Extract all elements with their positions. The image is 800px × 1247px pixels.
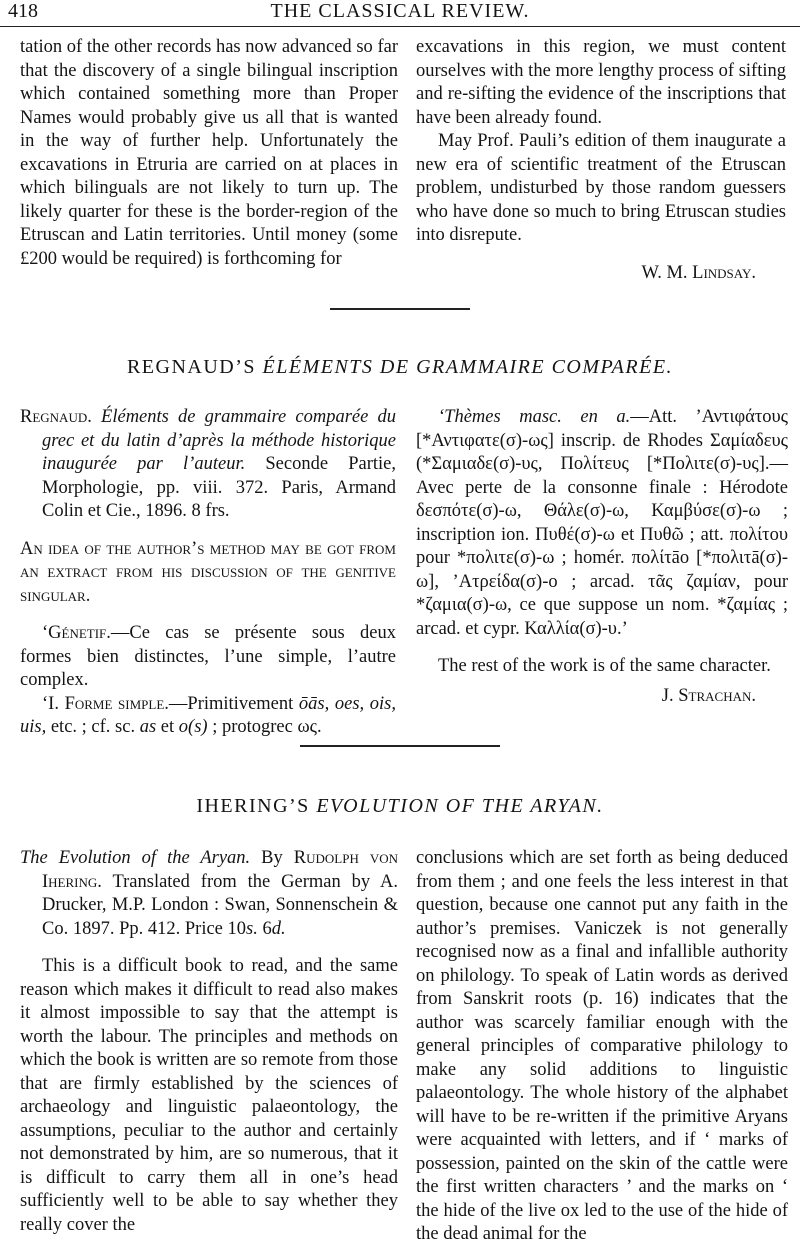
- review2-intro: An idea of the author’s method may be got from an extract from his discussion of the genitive singular.: [20, 538, 396, 606]
- review2-citation: Regnaud. Éléments de grammaire comparée du grec et du latin d’après la méthode historique inaugurée par l’auteur. Seconde Partie, Morphologie, pp. viii. 372. Paris, Armand Colin et Cie., 1896. 8 frs.: [20, 407, 397, 521]
- header-rule: [0, 26, 800, 27]
- review3-right-paragraph: conclusions which are set forth as being deduced from them ; and one feels the less interest in that question, because one cannot put any faith in the author’s premises. Vaniczek is not generally recognised now as a final and infallible authority on philology. To speak of Latin words as derived from Sanskrit roots (p. 16) indicates that the author was scarcely familiar enough with the general principles of comparative philology to make any solid additions to linguistic palaeontology. The whole history of the alphabet will have to be re-written if the primitive Aryans were acquainted with letters, and if ‘ marks of possession, painted on the skin of the cattle were the first written characters ’ and the marks on ‘ the hide of the live ox led to the use of the hide of the dead animal for the: [416, 848, 788, 1244]
- review1-left-column: [20, 36, 398, 271]
- review2-conclusion: The rest of the work is of the same character.: [438, 656, 771, 676]
- review2-signature: J. Strachan.: [661, 685, 756, 706]
- review2-quote-genitive: ‘Génetif.—Ce cas se présente sous deux formes bien distinctes, l’une simple, l’autre complex.: [20, 623, 396, 690]
- review3-left-column: [20, 847, 398, 1237]
- review1-right-paragraph-2: May Prof. Pauli’s edition of them inaugurate a new era of scientific treatment of the Etruscan problem, undisturbed by those random guessers who have done so much to bring Etruscan studies into disrepute.: [416, 131, 786, 245]
- review3-right-column: [416, 847, 788, 1247]
- review2-right-column: [416, 406, 788, 708]
- running-title: THE CLASSICAL REVIEW.: [270, 0, 530, 22]
- review2-quote-themes: ‘Thèmes masc. en a.—Att. ’Αντιφάτους [*Αντιφατε(σ)-ως] inscrip. de Rhodes Σαμίαδευς (*Σαμιαδε(σ)-υς, Πολίτευς [*Πολιτε(σ)-υς].—Avec perte de la consonne finale : Hérodote δεσπότε(σ)-ω, Θάλε(σ)-ω, Καμβύσε(σ)-ω ; inscription ion. Πυθέ(σ)-ω et Πυθῶ ; att. πολίτου pour *πολιτε(σ)-ω ; homér. πολίτāο [*πολιτā(σ)-ω], ’Ατρείδα(σ)-ο ; arcad. τᾶς ζαμίαν, pour *ζαμια(σ)-ω, ce que suppose un nom. *ζαμίας ; arcad. et cypr. Καλλία(σ)-υ.’: [416, 407, 788, 639]
- review3-left-paragraph: This is a difficult book to read, and the same reason which makes it difficult to read also makes it almost impossible to say that the attempt is worth the labour. The principles and methods on which the book is written are so remote from those that are firmly established by the sciences of archaeology and linguistic palaeontology, the assumptions, peculiar to the author and certainly not demonstrated by him, are so numerous, that it is difficult to carry them all in one’s head sufficiently well to be able to say whether they really cover the: [20, 956, 398, 1235]
- page-header: [0, 0, 800, 26]
- review3-title: IHERING’S EVOLUTION OF THE ARYAN.: [196, 795, 604, 817]
- review1-signature: W. M. Lindsay.: [641, 262, 756, 283]
- review1-right-paragraph-1: excavations in this region, we must content ourselves with the more lengthy process of sifting and re-sifting the evidence of the inscriptions that have been already found.: [416, 37, 786, 128]
- section-divider-1: [330, 308, 470, 310]
- review1-right-column: [416, 36, 786, 285]
- review2-quote-forme-simple: ‘I. Forme simple.—Primitivement ōās, oes, ois, uis, etc. ; cf. sc. as et o(s) ; protogrec ως.: [20, 693, 396, 737]
- review2-left-column: [20, 406, 396, 740]
- review1-left-paragraph: tation of the other records has now advanced so far that the discovery of a single bilingual inscription which contained something more than Proper Names would probably give us all that is wanted in the way of further help. Unfortunately the excavations in Etruria are carried on at places in which bilinguals are not likely to turn up. The likely quarter for these is the border-region of the Etruscan and Latin territories. Until money (some £200 would be required) is forthcoming for: [20, 37, 398, 269]
- section-divider-2: [300, 745, 500, 747]
- page-number: 418: [8, 0, 38, 22]
- review2-title: REGNAUD’S ÉLÉMENTS DE GRAMMAIRE COMPARÉE.: [126, 356, 674, 378]
- review3-citation: The Evolution of the Aryan. By Rudolph von Ihering. Translated from the German by A. Drucker, M.P. London : Swan, Sonnenschein & Co. 1897. Pp. 412. Price 10s. 6d.: [20, 848, 398, 939]
